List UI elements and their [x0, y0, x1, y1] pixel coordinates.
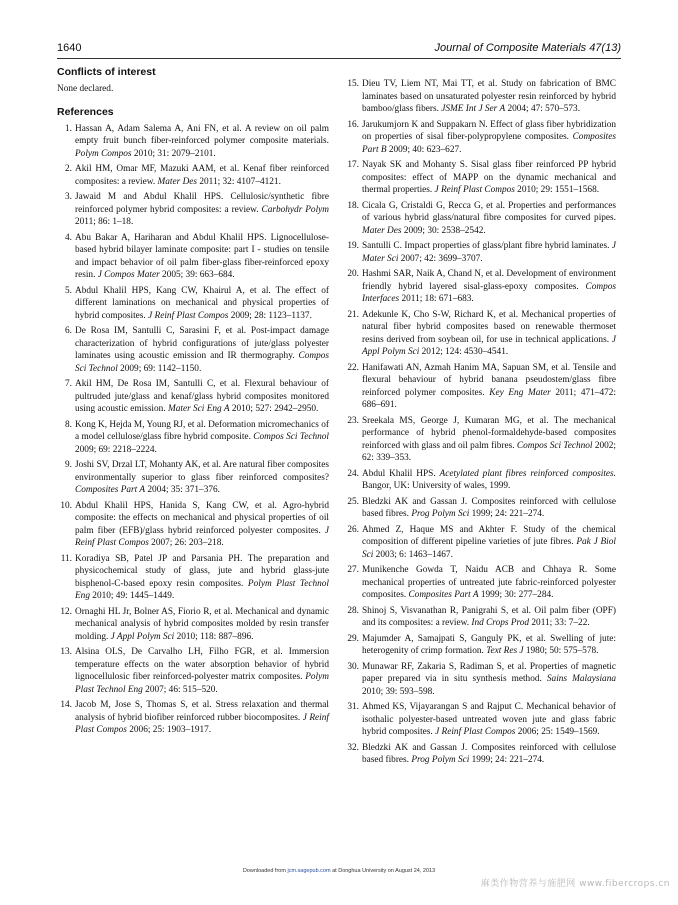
reference-journal: Polym Plast Technol Eng	[75, 672, 329, 695]
reference-text: Nayak SK and Mohanty S. Sisal glass fiber reinforced PP hybrid composites: effect of MAPP on the dynamic mechanical and thermal properties.	[362, 160, 616, 195]
reference-number: 31.	[347, 702, 359, 712]
reference-journal: J Appl Polym Sci	[362, 334, 616, 357]
reference-item	[344, 564, 616, 602]
reference-text: Sreekala MS, George J, Kumaran MG, et al. The mechanical performance of hybrid phenol-formaldehyde-based composites reinforced with glass and oil palm fibres.	[362, 415, 616, 451]
reference-item	[344, 119, 616, 157]
reference-details: 1999; 24: 221–274.	[469, 509, 545, 519]
reference-details: 2009; 69: 1142–1150.	[117, 363, 202, 374]
reference-item	[57, 163, 329, 188]
reference-number: 13.	[60, 647, 72, 657]
reference-journal: J Reinf Plast Compos	[148, 310, 229, 321]
reference-text: Dieu TV, Liem NT, Mai TT, et al. Study on fabrication of BMC laminates based on unsaturated polyester resin reinforced by hybrid bamboo/glass fibers.	[362, 79, 616, 114]
reference-number: 27.	[347, 565, 359, 575]
reference-journal: Composites Part B	[362, 132, 616, 155]
footer-prefix: Downloaded from	[242, 868, 288, 874]
reference-details: 1999; 24: 221–274.	[469, 755, 545, 765]
reference-number: 26.	[347, 524, 359, 535]
reference-details: 2006; 25: 1903–1917.	[126, 725, 212, 735]
reference-journal: Key Eng Mater	[489, 387, 551, 398]
reference-number: 7.	[65, 379, 72, 389]
reference-number: 16.	[347, 119, 359, 130]
reference-number: 19.	[347, 241, 359, 251]
reference-item	[344, 415, 616, 465]
reference-text: Akil HM, De Rosa IM, Santulli C, et al. Flexural behaviour of pultruded jute/glass and kenaf/glass hybrid composites monitored using acoustic emission.	[75, 379, 329, 414]
reference-journal: Polym Compos	[75, 148, 132, 159]
reference-number: 11.	[60, 553, 72, 564]
reference-text: Cicala G, Cristaldi G, Recca G, et al. Properties and performances of various hybrid glass/natural fibre composites for curved pipes.	[362, 200, 616, 223]
reference-journal: Polym Plast Technol Eng	[75, 578, 329, 601]
reference-item	[344, 268, 616, 306]
reference-journal: Prog Polym Sci	[411, 509, 470, 519]
reference-text: Hassan A, Adam Salema A, Ani FN, et al. A review on oil palm empty fruit bunch fiber-reinforced polymer composite materials.	[75, 123, 329, 146]
reference-number: 8.	[65, 419, 72, 430]
reference-details: 2002; 62: 339–353.	[362, 440, 617, 463]
reference-item	[344, 633, 616, 658]
reference-number: 4.	[65, 232, 72, 243]
reference-text: Jarukumjorn K and Suppakarn N. Effect of glass fiber hybridization on properties of sisal fiber-polypropylene composites.	[362, 119, 616, 142]
reference-journal: Prog Polym Sci	[411, 755, 470, 765]
reference-number: 14.	[60, 700, 72, 710]
reference-journal: J Appl Polym Sci	[110, 631, 175, 642]
reference-journal: Mater Des	[362, 225, 402, 236]
reference-number: 17.	[347, 160, 359, 170]
footer-link[interactable]: jcm.sagepub.com	[287, 868, 331, 874]
reference-journal: Compos Sci Technol	[516, 440, 593, 451]
reference-text: Ahmed KS, Vijayarangan S and Rajput C. Mechanical behavior of isothalic polyester-based untreated woven jute and glass fabric hybrid composites.	[362, 702, 616, 737]
reference-text: Abu Bakar A, Hariharan and Abdul Khalil HPS. Lignocellulose-based hybrid bilayer laminate composite: part I - studies on tensile and impact behavior of oil palm fiber-glass fiber-reinforced epoxy resin.	[75, 232, 329, 280]
reference-text: Koradiya SB, Patel JP and Parsania PH. The preparation and physicochemical study of glass, jute and hybrid glass-jute bisphenol-C-based epoxy resin composites.	[75, 553, 329, 589]
reference-item	[57, 459, 329, 497]
reference-item	[344, 742, 616, 767]
reference-number: 23.	[347, 415, 359, 426]
reference-item	[57, 553, 329, 603]
reference-number: 12.	[60, 606, 72, 617]
reference-item	[57, 123, 329, 161]
reference-text: Shinoj S, Visvanathan R, Panigrahi S, et al. Oil palm fiber (OPF) and its composites: a review.	[362, 605, 616, 628]
reference-number: 5.	[65, 285, 72, 296]
reference-item	[344, 524, 616, 562]
reference-item	[344, 496, 616, 521]
reference-item	[344, 200, 616, 238]
reference-item	[57, 646, 329, 696]
reference-details: 2011; 18: 671–683.	[399, 294, 474, 304]
reference-text: Abdul Khalil HPS, Hanida S, Kang CW, et al. Agro-hybrid composite: the effects on mechanical and physical properties of oil palm fiber (EFB)/glass hybrid reinforced polyester composites.	[75, 500, 329, 536]
reference-list-left	[57, 123, 329, 737]
left-column	[57, 66, 329, 740]
reference-journal: Composites Part A	[75, 485, 146, 495]
reference-text: Akil HM, Omar MF, Mazuki AAM, et al. Kenaf fiber reinforced composites: a review.	[75, 164, 329, 187]
reference-number: 3.	[65, 192, 72, 202]
reference-journal: J Mater Sci	[362, 241, 616, 264]
reference-text: Munawar RF, Zakaria S, Radiman S, et al. Properties of magnetic paper prepared via in situ synthesis method.	[362, 661, 616, 684]
reference-number: 25.	[347, 496, 359, 507]
reference-details: 2007; 46: 515–520.	[142, 684, 218, 695]
reference-item	[57, 500, 329, 550]
reference-journal: J Reinf Plast Compos	[434, 185, 515, 195]
reference-details: 2011; 33: 7–22.	[529, 618, 590, 628]
reference-number: 20.	[347, 269, 359, 279]
reference-item	[344, 309, 616, 359]
conflicts-text: None declared.	[57, 83, 114, 94]
reference-item	[57, 606, 329, 644]
download-footer	[0, 868, 678, 874]
reference-number: 24.	[347, 468, 359, 479]
reference-details: 2010; 29: 1551–1568.	[514, 185, 600, 195]
reference-details: 2012; 124: 4530–4541.	[419, 347, 509, 357]
reference-item	[344, 240, 616, 265]
reference-details: 2007; 42: 3699–3707.	[398, 253, 483, 264]
reference-text: Alsina OLS, De Carvalho LH, Filho FGR, et al. Immersion temperature effects on the water absorption behavior of hybrid lignocellulosic fiber reinforced-polyester matrix composites.	[75, 647, 329, 682]
reference-item	[57, 191, 329, 229]
reference-details: 2010; 31: 2079–2101.	[131, 148, 216, 159]
running-header	[57, 42, 621, 59]
reference-item	[344, 159, 616, 197]
reference-number: 29.	[347, 633, 359, 644]
reference-item	[344, 468, 616, 493]
reference-details: 2009; 69: 2218–2224.	[75, 444, 157, 455]
reference-number: 2.	[65, 164, 72, 174]
reference-journal: Compos Interfaces	[362, 281, 616, 304]
reference-text: Hashmi SAR, Naik A, Chand N, et al. Development of environment friendly hybrid layered sisal-glass-epoxy composites.	[362, 269, 616, 292]
reference-journal: J Compos Mater	[97, 270, 160, 280]
reference-journal: Compos Sci Technol	[75, 351, 329, 374]
footer-suffix: at Donghua University on August 24, 2013	[330, 868, 436, 874]
reference-details: 2011; 32: 4107–4121.	[197, 176, 281, 187]
reference-journal: J Reinf Plast Compos	[75, 525, 329, 548]
reference-text: Ahmed Z, Haque MS and Akhter F. Study of the chemical composition of different pipeline varieties of jute fibres.	[362, 524, 616, 547]
reference-journal: Composites Part A	[408, 590, 479, 600]
reference-item	[57, 325, 329, 375]
reference-text: Adekunle K, Cho S-W, Richard K, et al. Mechanical properties of natural fiber hybrid composites based on renewable thermoset resins derived from soybean oil, for use in technical applications.	[362, 309, 616, 345]
reference-text: Bledzki AK and Gassan J. Composites reinforced with cellulose based fibres.	[362, 496, 616, 519]
reference-details: 2010; 49: 1445–1449.	[89, 591, 175, 601]
reference-details: 1980; 50: 575–578.	[523, 646, 599, 656]
reference-number: 21.	[347, 309, 359, 320]
reference-details: 2004; 35: 371–376.	[145, 485, 220, 495]
reference-number: 18.	[347, 200, 359, 211]
reference-details: 2010; 39: 593–598.	[362, 686, 435, 697]
reference-details: 2005; 39: 663–684.	[159, 270, 235, 280]
reference-details: 2011; 471–472: 686–691.	[362, 387, 616, 410]
journal-name: Journal of Composite Materials 47(13)	[434, 42, 621, 54]
reference-details: 2011; 86: 1–18.	[75, 217, 134, 227]
reference-number: 1.	[65, 123, 72, 134]
reference-number: 22.	[347, 362, 359, 373]
reference-details: 2010; 527: 2942–2950.	[229, 404, 319, 414]
reference-item	[344, 362, 616, 412]
page-number: 1640	[57, 42, 82, 54]
reference-item	[344, 661, 616, 699]
reference-journal: J Reinf Plast Compos	[435, 727, 516, 737]
reference-item	[57, 419, 329, 457]
reference-journal: Text Res J	[486, 646, 524, 656]
reference-text: Bledzki AK and Gassan J. Composites reinforced with cellulose based fibres.	[362, 742, 616, 765]
reference-journal: J Reinf Plast Compos	[75, 712, 329, 735]
site-watermark: 麻类作物营养与施肥网 www.fibercrops.cn	[480, 879, 670, 889]
reference-number: 10.	[60, 500, 72, 511]
reference-text: Abdul Khalil HPS, Kang CW, Khairul A, et al. The effect of different laminations on mechanical and physical properties of hybrid composites.	[75, 285, 329, 321]
reference-text: Santulli C. Impact properties of glass/plant fibre hybrid laminates.	[362, 241, 612, 251]
reference-journal: JSME Int J Ser A	[441, 104, 506, 114]
reference-text: Ornaghi HL Jr, Bolner AS, Fiorio R, et al. Mechanical and dynamic mechanical analysis of hybrid composites molded by resin transfer molding.	[75, 606, 329, 642]
reference-journal: Carbohydr Polym	[261, 204, 329, 215]
reference-text: Jawaid M and Abdul Khalil HPS. Cellulosic/synthetic fibre reinforced polymer hybrid composites: a review.	[75, 192, 329, 215]
reference-item	[344, 605, 616, 630]
reference-number: 30.	[347, 661, 359, 672]
reference-text: Majumder A, Samajpati S, Ganguly PK, et al. Swelling of jute: heterogenity of crimp formation.	[362, 633, 616, 656]
reference-number: 15.	[347, 79, 359, 89]
reference-journal: Compos Sci Technol	[253, 432, 329, 442]
reference-text: Kong K, Hejda M, Young RJ, et al. Deformation micromechanics of a model cellulose/glass fibre hybrid composite.	[75, 419, 329, 442]
reference-journal: Sains Malaysiana	[546, 674, 616, 684]
reference-details: 2006; 25: 1549–1569.	[515, 727, 600, 737]
reference-item	[57, 285, 329, 323]
reference-journal: Acetylated plant fibres reinforced composites.	[439, 468, 616, 479]
reference-text: De Rosa IM, Santulli C, Sarasini F, et al. Post-impact damage characterization of hybrid configurations of jute/glass polyester laminates using acoustic emission and IR thermography.	[75, 326, 329, 361]
reference-text: Hanifawati AN, Azmah Hanim MA, Sapuan SM, et al. Tensile and flexural behaviour of hybrid banana pseudostem/glass fibre reinforced polymer composites.	[362, 362, 616, 398]
reference-text: Munikenche Gowda T, Naidu ACB and Chhaya R. Some mechanical properties of untreated jute fabric-reinforced polyester composites.	[362, 565, 616, 600]
reference-details: 2009; 40: 623–627.	[386, 144, 462, 155]
reference-item	[344, 701, 616, 739]
reference-details: 2004; 47: 570–573.	[505, 104, 581, 114]
reference-text: Abdul Khalil HPS.	[362, 468, 440, 479]
references-heading: References	[57, 106, 114, 118]
reference-journal: Ind Crops Prod	[471, 618, 530, 628]
reference-text: Joshi SV, Drzal LT, Mohanty AK, et al. Are natural fiber composites environmentally superior to glass fiber reinforced composites?	[75, 460, 329, 483]
reference-details: 2003; 6: 1463–1467.	[373, 549, 453, 560]
reference-details: 2009; 28: 1123–1137.	[228, 310, 312, 321]
reference-item	[57, 378, 329, 416]
reference-text: Jacob M, Jose S, Thomas S, et al. Stress relaxation and thermal analysis of hybrid biofiber reinforced rubber biocomposites.	[75, 700, 329, 723]
reference-number: 32.	[347, 742, 359, 753]
reference-item	[57, 232, 329, 282]
reference-number: 6.	[65, 326, 72, 336]
reference-details: 2010; 118: 887–896.	[174, 631, 254, 642]
reference-item	[344, 78, 616, 116]
reference-number: 9.	[65, 460, 72, 470]
reference-details: Bangor, UK: University of wales, 1999.	[362, 481, 511, 491]
reference-details: 1999; 30: 277–284.	[478, 590, 554, 600]
right-column	[344, 78, 616, 770]
conflicts-heading: Conflicts of interest	[57, 66, 156, 78]
reference-journal: Mater Sci Eng A	[167, 404, 230, 414]
reference-journal: Mater Des	[157, 176, 198, 187]
reference-details: 2009; 30: 2538–2542.	[401, 225, 486, 236]
reference-item	[57, 699, 329, 737]
reference-list-right	[344, 78, 616, 767]
reference-details: 2007; 26: 203–218.	[148, 538, 224, 548]
reference-number: 28.	[347, 605, 359, 616]
reference-journal: Pak J Biol Sci	[362, 537, 616, 560]
